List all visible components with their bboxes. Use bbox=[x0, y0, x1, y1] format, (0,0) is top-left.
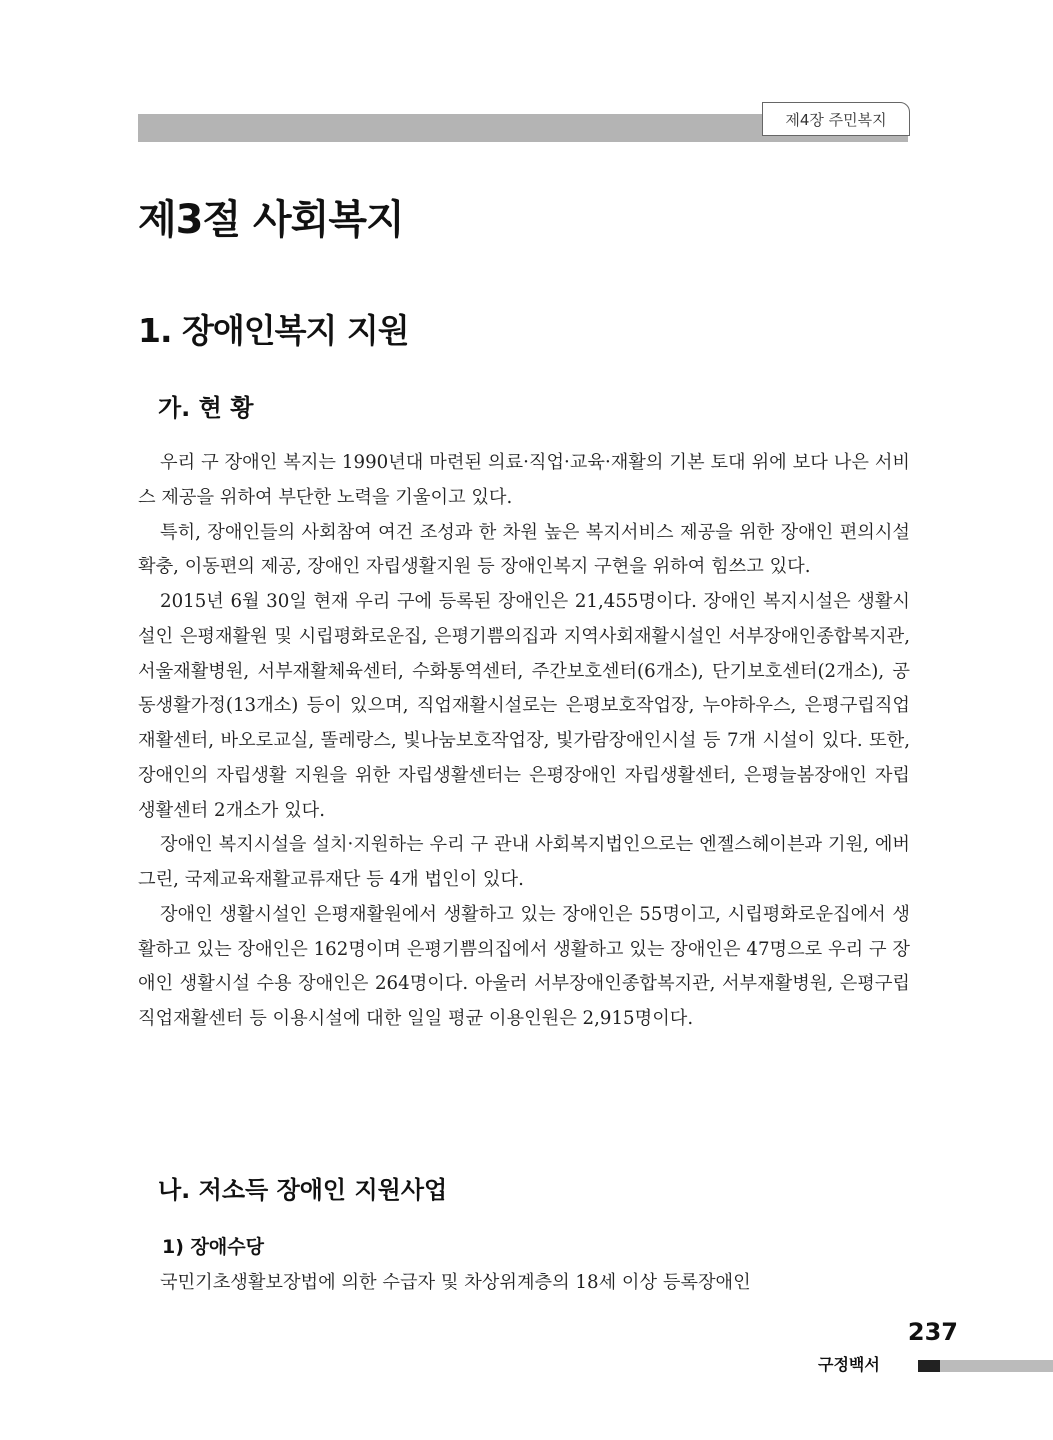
paragraph-3: 2015년 6월 30일 현재 우리 구에 등록된 장애인은 21,455명이다. 장애인 복지시설은 생활시설인 은평재활원 및 시립평화로운집, 은평기쁨의집과 지역사회재활시설인 서부장애인종합복지관, 서울재활병원, 서부재활체육센터, 수화통역센터, 주간보호센터(6개소), 단기보호센터(2개소), 공동생활가정(13개소) 등이 있으며, 직업재활시설로는 은평보호작업장, 누야하우스, 은평구립직업재활센터, 바오로교실, 똘레랑스, 빛나눔보호작업장, 빛가람장애인시설 등 7개 시설이 있다. 또한, 장애인의 자립생활 지원을 위한 자립생활센터는 은평장애인 자립생활센터, 은평늘봄장애인 자립생활센터 2개소가 있다. bbox=[138, 591, 910, 821]
section-title: 제3절 사회복지 bbox=[138, 197, 404, 243]
paragraph-2: 특히, 장애인들의 사회참여 여건 조성과 한 차원 높은 복지서비스 제공을 위한 장애인 편의시설 확충, 이동편의 제공, 장애인 자립생활지원 등 장애인복지 구현을 위하여 힘쓰고 있다. bbox=[138, 521, 910, 578]
footer-bar-dark bbox=[918, 1360, 940, 1372]
subsection-status: 가. 현 황 bbox=[158, 394, 254, 422]
heading-disability-welfare: 1. 장애인복지 지원 bbox=[138, 311, 409, 350]
paragraph-5: 장애인 생활시설인 은평재활원에서 생활하고 있는 장애인은 55명이고, 시립평화로운집에서 생활하고 있는 장애인은 162명이며 은평기쁨의집에서 생활하고 있는 장애인은 47명으로 우리 구 장애인 생활시설 수용 장애인은 264명이다. 아울러 서부장애인종합복지관, 서부재활병원, 은평구립직업재활센터 등 이용시설에 대한 일일 평균 이용인원은 2,915명이다. bbox=[138, 903, 910, 1029]
subsection-low-income-support: 나. 저소득 장애인 지원사업 bbox=[158, 1176, 448, 1204]
paragraph-4: 장애인 복지시설을 설치·지원하는 우리 구 관내 사회복지법인으로는 엔젤스헤이븐과 기원, 에버그린, 국제교육재활교류재단 등 4개 법인이 있다. bbox=[138, 834, 910, 890]
paragraph-1: 우리 구 장애인 복지는 1990년대 마련된 의료·직업·교육·재활의 기본 토대 위에 보다 나은 서비스 제공을 위하여 부단한 노력을 기울이고 있다. bbox=[138, 452, 910, 508]
body-text bbox=[138, 446, 910, 1037]
footer-bar-gray bbox=[940, 1360, 1053, 1372]
item-1-text: 국민기초생활보장법에 의한 수급자 및 차상위계층의 18세 이상 등록장애인 bbox=[160, 1272, 751, 1293]
chapter-label: 제4장 주민복지 bbox=[785, 110, 887, 129]
footer-label: 구정백서 bbox=[818, 1355, 880, 1374]
page-number: 237 bbox=[907, 1318, 958, 1346]
item-disability-allowance: 1) 장애수당 bbox=[162, 1236, 264, 1258]
chapter-tab bbox=[762, 102, 910, 136]
